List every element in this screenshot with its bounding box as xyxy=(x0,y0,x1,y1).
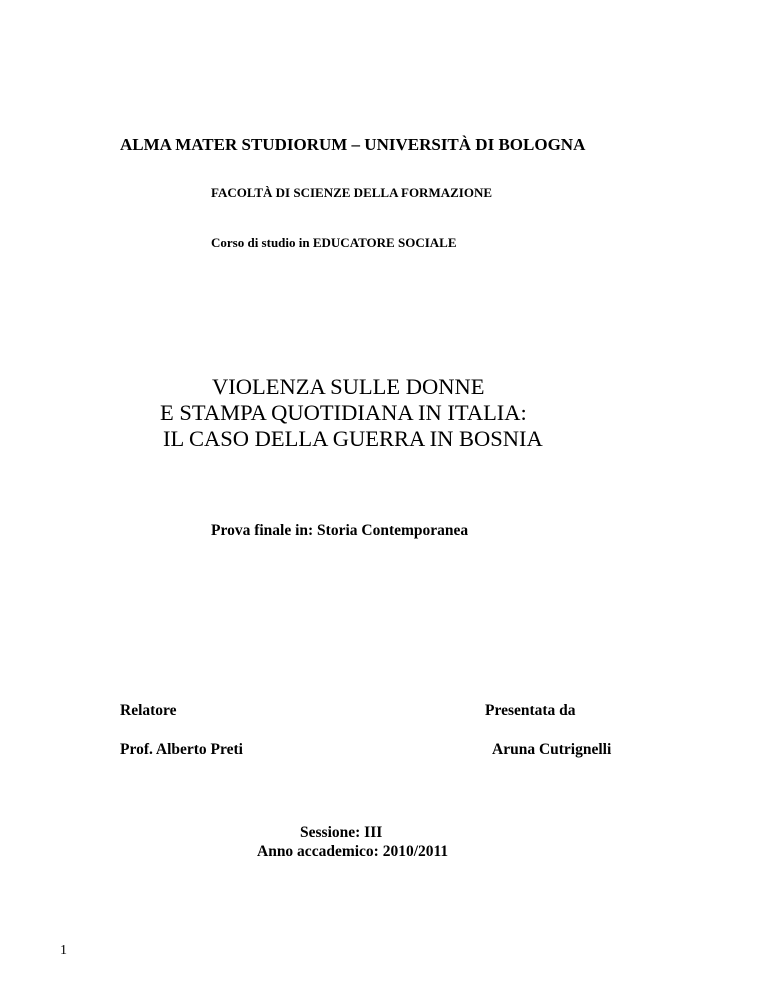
supervisor-label: Relatore xyxy=(120,702,177,719)
academic-year-line: Anno accademico: 2010/2011 xyxy=(257,843,449,860)
supervisor-name: Prof. Alberto Preti xyxy=(120,741,243,758)
title-line: E STAMPA QUOTIDIANA IN ITALIA: xyxy=(160,400,527,425)
final-exam-subject: Prova finale in: Storia Contemporanea xyxy=(211,522,469,539)
session-line: Sessione: III xyxy=(300,824,383,841)
presenter-label: Presentata da xyxy=(485,702,576,719)
thesis-title xyxy=(160,374,543,452)
faculty-heading: FACOLTÀ DI SCIENZE DELLA FORMAZIONE xyxy=(211,185,492,200)
title-line: IL CASO DELLA GUERRA IN BOSNIA xyxy=(163,426,543,451)
page-number: 1 xyxy=(60,943,67,958)
presenter-name: Aruna Cutrignelli xyxy=(492,741,612,758)
course-line: Corso di studio in EDUCATORE SOCIALE xyxy=(211,235,457,250)
university-heading: ALMA MATER STUDIORUM – UNIVERSITÀ DI BOLOGNA xyxy=(120,135,586,154)
title-line: VIOLENZA SULLE DONNE xyxy=(212,374,485,399)
